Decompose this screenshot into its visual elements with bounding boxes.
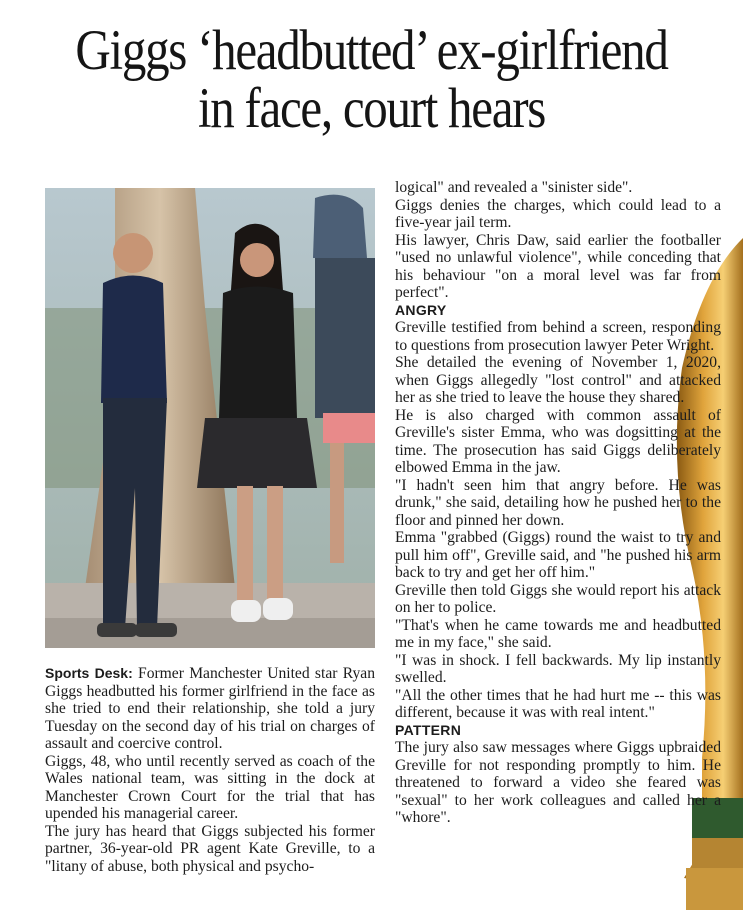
article-paragraph: "All the other times that he had hurt me -- this was different, because it was with real intent."	[395, 686, 721, 721]
article-paragraph: She detailed the evening of November 1, 2020, when Giggs allegedly "lost control" and attacked her as she tried to leave the house they shared.	[395, 354, 721, 406]
article-paragraph: Greville then told Giggs she would report his attack on her to police.	[395, 581, 721, 616]
article-paragraph: The jury also saw messages where Giggs upbraided Greville for not responding promptly to him. He threatened to forward a video she feared was "sexual" to her work colleagues and called her a "whore".	[395, 739, 721, 826]
subhead-angry: ANGRY	[395, 301, 447, 318]
article-paragraph: Sports Desk: Former Manchester United star Ryan Giggs headbutted his former girlfriend in the face as she tried to end their relationship, she told a jury Tuesday on the second day of his trial on charges of assault and coercive control.	[45, 665, 375, 752]
article-paragraph: Giggs, 48, who until recently served as coach of the Wales national team, was sitting in the dock at Manchester Crown Court for the trial that has upended his managerial career.	[45, 752, 375, 822]
article-paragraph: His lawyer, Chris Daw, said earlier the footballer "used no unlawful violence", while conceding that his behaviour "on a moral level was far from perfect".	[395, 231, 721, 301]
headline	[52, 19, 691, 140]
subhead-pattern: PATTERN	[395, 721, 462, 738]
article-paragraph: "That's when he came towards me and headbutted me in my face," she said.	[395, 616, 721, 651]
article-column-1	[45, 665, 375, 875]
article-paragraph: Giggs denies the charges, which could lead to a five-year jail term.	[395, 196, 721, 231]
article-paragraph: Emma "grabbed (Giggs) round the waist to try and pull him off", Greville said, and "he pushed his arm back to try and get her off him."	[395, 529, 721, 581]
article-paragraph: "I was in shock. I fell backwards. My lip instantly swelled.	[395, 651, 721, 686]
headline-line-2: in face, court hears	[197, 77, 546, 140]
article-paragraph: Greville testified from behind a screen, responding to questions from prosecution lawyer Peter Wright.	[395, 319, 721, 354]
article-column-2	[395, 179, 721, 827]
article-photo	[45, 188, 375, 648]
article-paragraph: He is also charged with common assault of Greville's sister Emma, who was dogsitting at the time. The prosecution has said Giggs deliberately elbowed Emma in the jaw.	[395, 406, 721, 476]
article-paragraph: "I hadn't seen him that angry before. He was drunk," she said, detailing how he pushed her to the floor and pinned her down.	[395, 476, 721, 529]
headline-line-1: Giggs ‘headbutted’ ex-girlfriend	[75, 19, 668, 82]
article-paragraph: The jury has heard that Giggs subjected his former partner, 36-year-old PR agent Kate Greville, to a "litany of abuse, both physical and psycho-	[45, 822, 375, 875]
article-paragraph: logical" and revealed a "sinister side".	[395, 179, 633, 196]
dateline: Sports Desk:	[45, 665, 133, 681]
